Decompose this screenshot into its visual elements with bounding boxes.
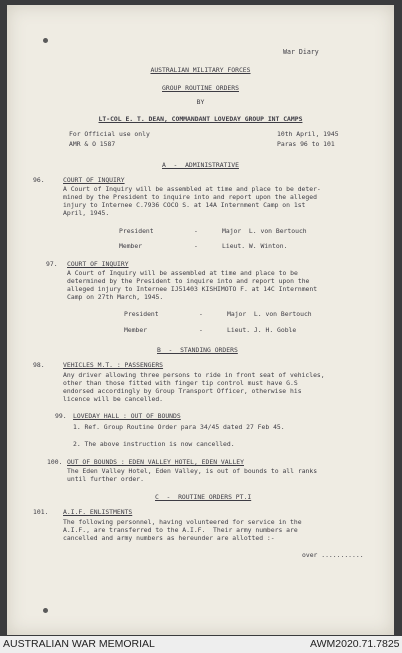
- para-number: 101.: [33, 508, 49, 516]
- punch-hole: [43, 38, 48, 43]
- para-body-line: until further order.: [67, 475, 144, 483]
- member-name: Lieut. J. H. Goble: [227, 326, 297, 334]
- punch-hole: [43, 608, 48, 613]
- para-number: 98.: [33, 361, 45, 369]
- title-line-1: AUSTRALIAN MILITARY FORCES: [150, 66, 251, 74]
- para-heading: A.I.F. ENLISTMENTS: [63, 508, 133, 516]
- section-b-heading: B - STANDING ORDERS: [157, 346, 238, 354]
- para-body-line: mined by the President to inquire into and report upon the alleged: [63, 193, 317, 201]
- para-body-line: The following personnel, having volunteered for service in the: [63, 518, 302, 526]
- paras-range: Paras 96 to 101: [277, 140, 335, 148]
- dash: -: [194, 242, 198, 250]
- para-body-line: The Eden Valley Hotel, Eden Valley, is out of bounds to all ranks: [67, 467, 318, 475]
- member-label: Member: [119, 242, 143, 250]
- para-number: 96.: [33, 176, 45, 184]
- over-continuation: over ...........: [302, 551, 364, 559]
- para-body-line: A Court of Inquiry will be assembled at time and place to be: [67, 269, 298, 277]
- para-body-line: injury to Internee C.7936 COCO S. at 14A Internment Camp on 1st: [63, 201, 306, 209]
- issue-date: 10th April, 1945: [277, 130, 339, 138]
- para-body-line: A Court of Inquiry will be assembled at time and place to be deter-: [63, 185, 321, 193]
- title-line-3: BY: [196, 98, 205, 106]
- para-body-line: April, 1945.: [63, 209, 110, 217]
- section-c-heading: C - ROUTINE ORDERS PT.I: [155, 493, 252, 501]
- para-body-line: licence will be cancelled.: [63, 395, 164, 403]
- section-a-heading: A - ADMINISTRATIVE: [162, 161, 239, 169]
- para-heading: VEHICLES M.T. : PASSENGERS: [63, 361, 164, 369]
- member-label: Member: [124, 326, 148, 334]
- footer-accession: AWM2020.71.7825: [310, 638, 400, 650]
- para-body-line: other than those fitted with finger tip control must have G.S: [63, 379, 298, 387]
- para-body-line: determined by the President to inquire into and report upon the: [67, 277, 310, 285]
- para-heading: LOVEDAY HALL : OUT OF BOUNDS: [73, 412, 181, 420]
- para-body-line: A.I.F., are transferred to the A.I.F. Their army numbers are: [63, 526, 298, 534]
- footer-source: AUSTRALIAN WAR MEMORIAL: [3, 638, 155, 650]
- para-body-line: Camp on 27th March, 1945.: [67, 293, 164, 301]
- para-number: 100.: [47, 458, 63, 466]
- president-name: Major L. von Bertouch: [222, 227, 307, 235]
- dash: -: [194, 227, 198, 235]
- para-body-line: 2. The above instruction is now cancelled.: [73, 440, 235, 448]
- title-line-2: GROUP ROUTINE ORDERS: [162, 84, 239, 92]
- member-name: Lieut. W. Winton.: [222, 242, 288, 250]
- para-body-line: 1. Ref. Group Routine Order para 34/45 dated 27 Feb 45.: [73, 423, 285, 431]
- president-name: Major L. von Bertouch: [227, 310, 312, 318]
- para-body-line: endorsed accordingly by Group Transport Officer, otherwise his: [63, 387, 302, 395]
- para-heading: COURT OF INQUIRY: [67, 260, 129, 268]
- para-body-line: alleged injury to Internee IJ51403 KISHIMOTO F. at 14C Internment: [67, 285, 318, 293]
- president-label: President: [119, 227, 154, 235]
- war-diary-label: War Diary: [283, 48, 319, 56]
- para-heading: COURT OF INQUIRY: [63, 176, 125, 184]
- dash: -: [199, 310, 203, 318]
- para-number: 99.: [55, 412, 67, 420]
- para-heading: OUT OF BOUNDS : EDEN VALLEY HOTEL, EDEN VALLEY: [67, 458, 244, 466]
- amr-reference: AMR & O 1587: [69, 140, 116, 148]
- para-body-line: Any driver allowing three persons to ride in front seat of vehicles,: [63, 371, 325, 379]
- dash: -: [199, 326, 203, 334]
- title-line-4: LT-COL E. T. DEAN, COMMANDANT LOVEDAY GROUP INT CAMPS: [98, 115, 303, 123]
- archive-footer: [0, 636, 402, 653]
- para-number: 97.: [46, 260, 58, 268]
- document-page: [7, 5, 394, 635]
- president-label: President: [124, 310, 159, 318]
- official-use: For Official use only: [69, 130, 150, 138]
- para-body-line: cancelled and army numbers as hereunder are allotted :-: [63, 534, 275, 542]
